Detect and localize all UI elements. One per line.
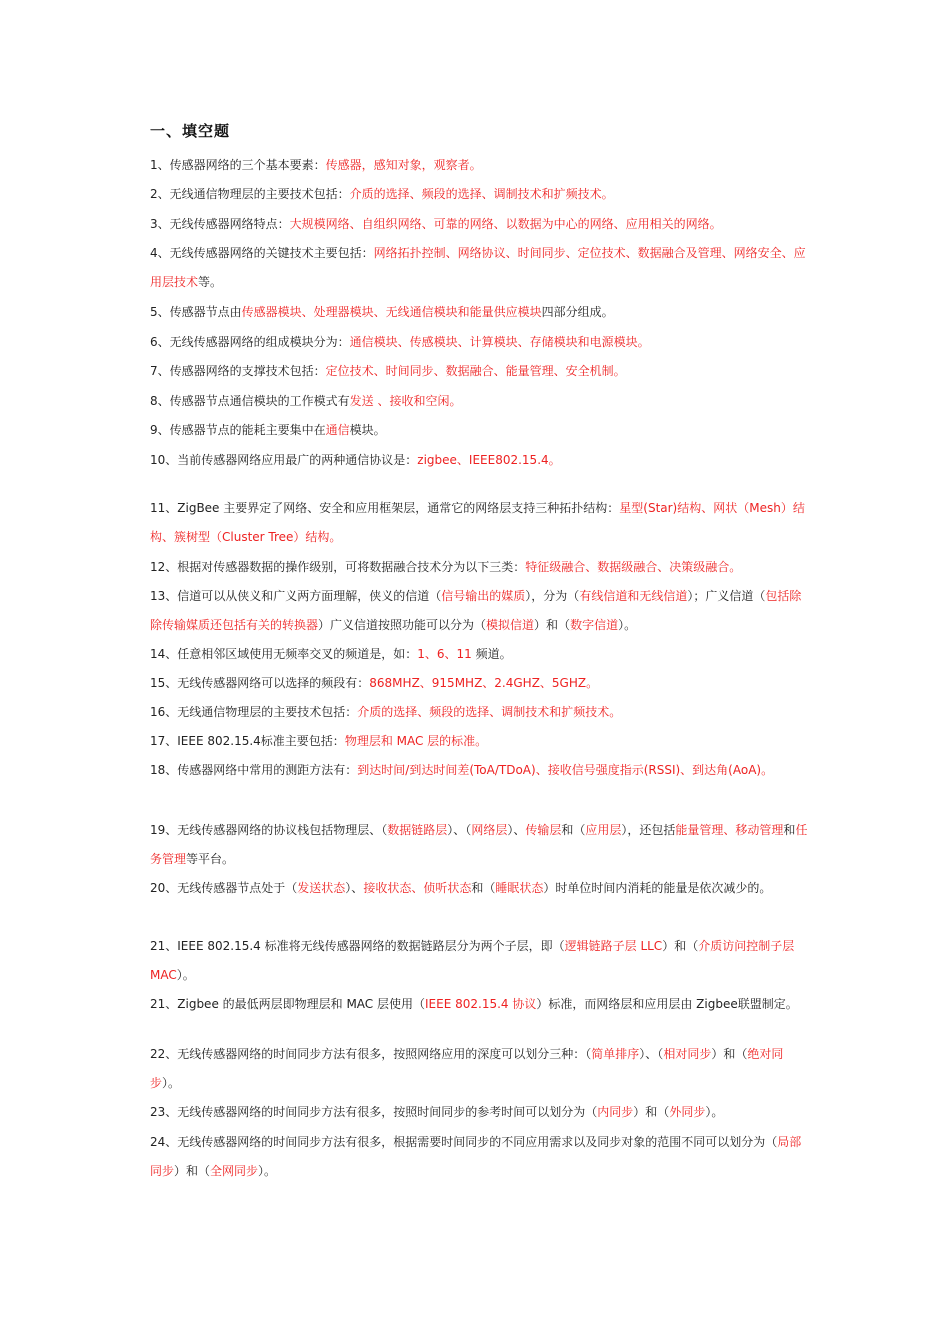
answer-text: 定位技术、时间同步、数据融合、能量管理、安全机制。 <box>325 364 626 378</box>
question-item-17 <box>150 727 810 756</box>
answer-text: IEEE 802.15.4 协议 <box>425 997 537 1011</box>
question-item-7 <box>150 357 810 386</box>
question-text: 15、无线传感器网络可以选择的频段有： <box>150 676 370 690</box>
question-item-8 <box>150 387 810 416</box>
question-item-22 <box>150 1040 810 1098</box>
question-text: 和 <box>783 823 796 837</box>
question-text: ）、（ <box>639 1047 664 1061</box>
question-item-19 <box>150 816 810 874</box>
answer-text: 发送 、接收和空闲。 <box>349 394 462 408</box>
question-text: 16、无线通信物理层的主要技术包括： <box>150 705 358 719</box>
question-text: 20、无线传感器节点处于（ <box>150 881 298 895</box>
answer-text: 模拟信道 <box>486 618 535 632</box>
answer-text: 睡眠状态 <box>495 881 544 895</box>
question-text: ），还包括 <box>621 823 676 837</box>
question-text: 21、IEEE 802.15.4 标准将无线传感器网络的数据链路层分为两个子层，即（ <box>150 939 565 953</box>
question-text: ），分为（ <box>525 589 580 603</box>
answer-text: 通信 <box>325 423 350 437</box>
question-text: 和（ <box>471 881 496 895</box>
answer-text: 接收状态、侦听状态 <box>363 881 472 895</box>
question-text: 14、任意相邻区域使用无频率交叉的频道是，如： <box>150 647 418 661</box>
answer-text: 发送状态 <box>297 881 346 895</box>
question-text: 9、传感器节点的能耗主要集中在 <box>150 423 326 437</box>
question-text: ）。 <box>705 1105 724 1119</box>
question-item-12 <box>150 553 810 582</box>
question-text: 等平台。 <box>186 852 235 866</box>
answer-text: 绝对同步 <box>150 1047 784 1090</box>
question-text: 10、当前传感器网络应用最广的两种通信协议是： <box>150 453 418 467</box>
question-text: ）。 <box>258 1164 277 1178</box>
answer-text: 网络拓扑控制、网络协议、时间同步、定位技术、数据融合及管理、网络安全、应用层技术 <box>150 246 806 289</box>
answer-text: 信号输出的媒质 <box>441 589 526 603</box>
question-item-16 <box>150 698 810 727</box>
answer-text: 有线信道和无线信道 <box>579 589 688 603</box>
question-text: 4、无线传感器网络的关键技术主要包括： <box>150 246 374 260</box>
question-text: 13、信道可以从侠义和广义两方面理解，侠义的信道（ <box>150 589 442 603</box>
answer-text: 应用层 <box>585 823 622 837</box>
question-text: 23、无线传感器网络的时间同步方法有很多，按照时间同步的参考时间可以划分为（ <box>150 1105 598 1119</box>
section-title: 一、填空题 <box>150 122 231 140</box>
question-text: 21、Zigbee 的最低两层即物理层和 MAC 层使用（ <box>150 997 425 1011</box>
question-item-13 <box>150 582 810 640</box>
question-text: ）和（ <box>711 1047 748 1061</box>
question-text: ）。 <box>176 968 195 982</box>
question-text: 四部分组成。 <box>541 305 614 319</box>
answer-text: 通信模块、传感模块、计算模块、存储模块和电源模块。 <box>349 335 650 349</box>
question-item-24 <box>150 1128 810 1186</box>
question-text: 6、无线传感器网络的组成模块分为： <box>150 335 350 349</box>
question-text: ）和（ <box>534 618 571 632</box>
question-text: 11、ZigBee 主要界定了网络、安全和应用框架层，通常它的网络层支持三种拓扑结构： <box>150 501 620 515</box>
question-item-6 <box>150 328 810 357</box>
question-item-3 <box>150 210 810 239</box>
question-item-9 <box>150 416 810 445</box>
question-text: ）和（ <box>662 939 699 953</box>
question-item-10 <box>150 446 810 475</box>
answer-text: 外同步 <box>669 1105 706 1119</box>
answer-text: 星型(Star)结构、网状（Mesh）结构、簇树型（Cluster Tree）结构。 <box>150 501 805 544</box>
answer-text: 到达时间/到达时间差(ToA/TDoA)、接收信号强度指示(RSSI)、到达角(AoA)。 <box>357 763 774 777</box>
question-text: 8、传感器节点通信模块的工作模式有 <box>150 394 350 408</box>
answer-text: 1、6、11 <box>417 647 472 661</box>
question-item-11 <box>150 494 810 552</box>
answer-text: 868MHZ、915MHZ、2.4GHZ、5GHZ。 <box>369 676 599 690</box>
answer-text: 介质的选择、频段的选择、调制技术和扩频技术。 <box>349 187 614 201</box>
question-text: 3、无线传感器网络特点： <box>150 217 290 231</box>
question-text: ）。 <box>618 618 637 632</box>
answer-text: 简单排序 <box>591 1047 640 1061</box>
answer-text: 网络层 <box>471 823 508 837</box>
answer-text: 数字信道 <box>570 618 619 632</box>
answer-text: 传感器模块、处理器模块、无线通信模块和能量供应模块 <box>241 305 542 319</box>
question-text: 1、传感器网络的三个基本要素： <box>150 158 326 172</box>
answer-text: 内同步 <box>597 1105 634 1119</box>
question-text: 7、传感器网络的支撑技术包括： <box>150 364 326 378</box>
answer-text: 相对同步 <box>663 1047 712 1061</box>
question-item-1 <box>150 151 810 180</box>
answer-text: 任务管理 <box>150 823 808 866</box>
question-text: 频道。 <box>471 647 512 661</box>
question-text: 19、无线传感器网络的协议栈包括物理层、（ <box>150 823 388 837</box>
question-text: ）、 <box>507 823 526 837</box>
question-text: ）广义信道按照功能可以分为（ <box>318 618 487 632</box>
answer-text: 传输层 <box>525 823 562 837</box>
question-text: ）、（ <box>447 823 472 837</box>
question-item-15 <box>150 669 810 698</box>
question-text: ）和（ <box>633 1105 670 1119</box>
question-item-18 <box>150 756 810 785</box>
question-item-23 <box>150 1098 810 1127</box>
question-text: ）；广义信道（ <box>687 589 766 603</box>
question-item-14 <box>150 640 810 669</box>
question-text: 18、传感器网络中常用的测距方法有： <box>150 763 358 777</box>
answer-text: zigbee、IEEE802.15.4。 <box>417 453 561 467</box>
answer-text: 传感器，感知对象，观察者。 <box>325 158 482 172</box>
question-item-4 <box>150 239 810 297</box>
question-text: 12、根据对传感器数据的操作级别，可将数据融合技术分为以下三类： <box>150 560 526 574</box>
answer-text: 物理层和 MAC 层的标准。 <box>344 734 488 748</box>
answer-text: 大规模网络、自组织网络、可靠的网络、以数据为中心的网络、应用相关的网络。 <box>289 217 722 231</box>
question-text: 2、无线通信物理层的主要技术包括： <box>150 187 350 201</box>
question-item-2 <box>150 180 810 209</box>
question-text: 模块。 <box>349 423 386 437</box>
question-item-5 <box>150 298 810 327</box>
question-text: ）、 <box>345 881 364 895</box>
answer-text: 全网同步 <box>210 1164 259 1178</box>
question-text: 24、无线传感器网络的时间同步方法有很多，根据需要时间同步的不同应用需求以及同步对象的范围不同可以划分为（ <box>150 1135 778 1149</box>
answer-text: 介质的选择、频段的选择、调制技术和扩频技术。 <box>357 705 622 719</box>
answer-text: 能量管理、移动管理 <box>675 823 784 837</box>
answer-text: 包括除除传输媒质还包括有关的转换器 <box>150 589 802 632</box>
answer-text: 逻辑链路子层 LLC <box>564 939 663 953</box>
question-item-21a <box>150 932 810 990</box>
question-text: 17、IEEE 802.15.4标准主要包括： <box>150 734 345 748</box>
question-text: ）标准，而网络层和应用层由 Zigbee联盟制定。 <box>536 997 798 1011</box>
question-item-21b <box>150 990 810 1019</box>
question-item-20 <box>150 874 810 903</box>
answer-text: 数据链路层 <box>387 823 448 837</box>
question-text: 22、无线传感器网络的时间同步方法有很多，按照网络应用的深度可以划分三种：（ <box>150 1047 592 1061</box>
answer-text: 介质访问控制子层 MAC <box>150 939 795 982</box>
question-text: 5、传感器节点由 <box>150 305 242 319</box>
question-text: ）。 <box>162 1076 181 1090</box>
question-text: 等。 <box>198 275 223 289</box>
question-text: 和（ <box>561 823 586 837</box>
answer-text: 特征级融合、数据级融合、决策级融合。 <box>525 560 742 574</box>
question-text: ）时单位时间内消耗的能量是依次减少的。 <box>543 881 772 895</box>
question-text: ）和（ <box>174 1164 211 1178</box>
answer-text: 局部同步 <box>150 1135 802 1178</box>
